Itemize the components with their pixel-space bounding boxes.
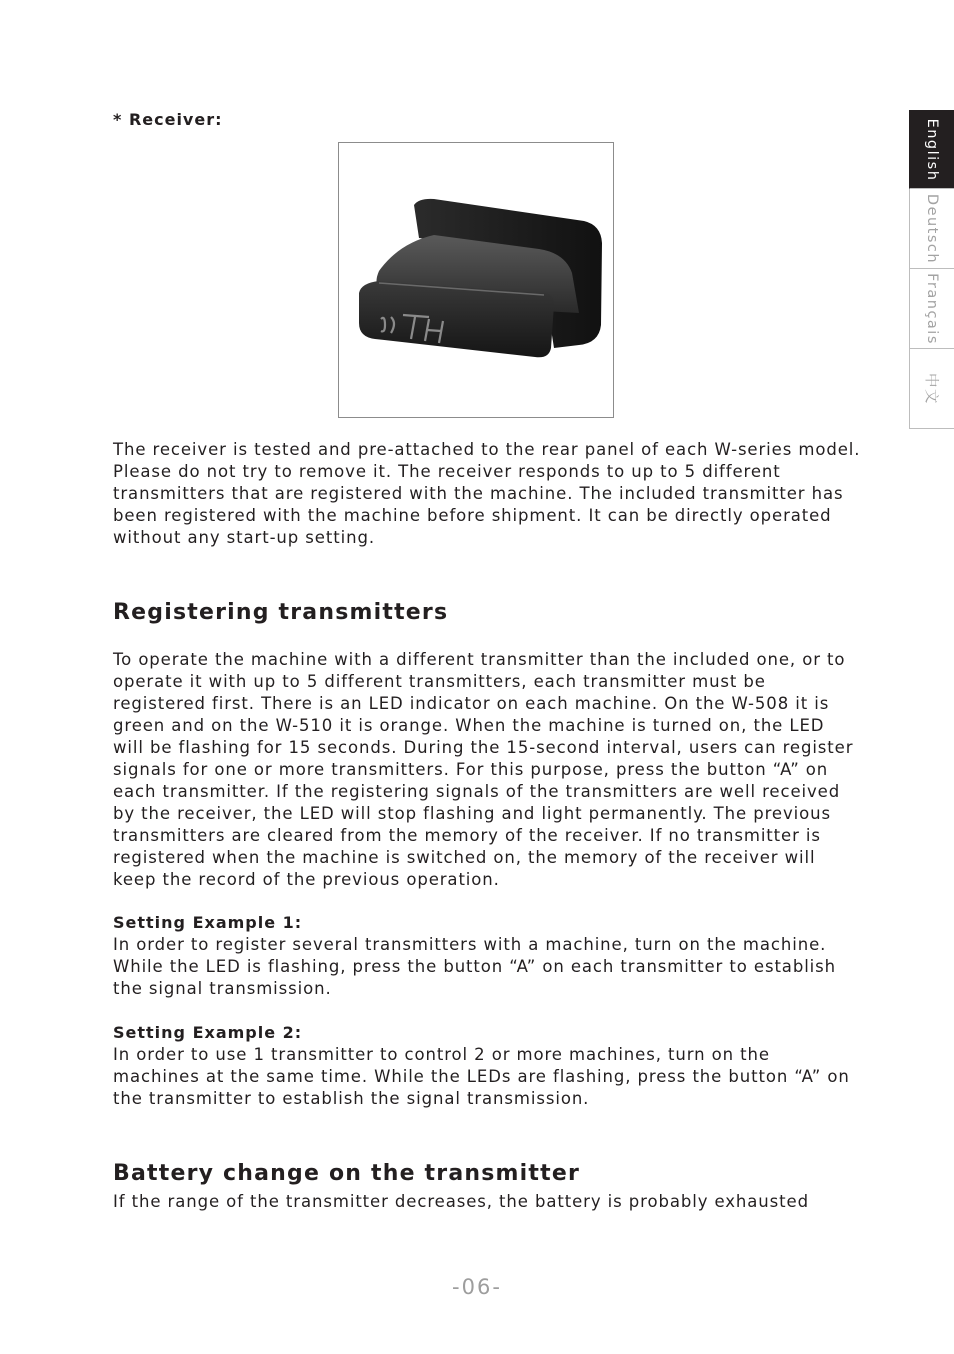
registering-paragraph: To operate the machine with a different transmitter than the included one, or to operate it with up to 5 different transmitters, each transmitter must be registered first. There is an LED indicator on each machine. On the W-508 it is green and on the W-510 it is orange. When the machine is turned on, the LED will be flashing for 15 seconds. During the 15-second interval, users can register signals for one or more transmitters. For this purpose, press the button “A” on each transmitter. If the registering signals of the transmitters are well received by the receiver, the LED will stop flashing and light permanently. The previous transmitters are cleared from the memory of the receiver. If no transmitter is registered when the machine is switched on, the memory of the receiver will keep the record of the previous operation. [113, 650, 854, 889]
section-heading-battery: Battery change on the transmitter [113, 1161, 580, 1186]
tab-deutsch-label: Deutsch [924, 193, 940, 264]
language-tabs [909, 110, 954, 429]
receiver-label: * Receiver: [113, 110, 223, 129]
tab-english[interactable] [909, 110, 954, 189]
tab-chinese-label: 中文 [922, 372, 939, 405]
receiver-photo [338, 142, 614, 418]
page-number: -06- [452, 1275, 502, 1299]
tab-francais-label: Français [924, 272, 940, 345]
receiver-description: The receiver is tested and pre-attached to the rear panel of each W-series model. Please do not try to remove it. The receiver responds to up to 5 different transmitters that are registered with the machine. The included transmitter has been registered with the machine before shipment. It can be directly operated without any start-up setting. [113, 440, 861, 547]
tab-francais[interactable] [909, 269, 954, 349]
tab-chinese[interactable] [909, 349, 954, 429]
battery-paragraph: If the range of the transmitter decreases, the battery is probably exhausted [113, 1192, 809, 1211]
tab-deutsch[interactable] [909, 189, 954, 269]
setting-example-1-label: Setting Example 1: [113, 913, 303, 932]
setting-example-2-text: In order to use 1 transmitter to control 2 or more machines, turn on the machines at the same time. While the LEDs are flashing, press the button “A” on the transmitter to establish the signal transmission. [113, 1045, 850, 1108]
setting-example-2-label: Setting Example 2: [113, 1023, 303, 1042]
section-heading-registering: Registering transmitters [113, 600, 449, 625]
tab-english-label: English [924, 118, 940, 181]
setting-example-1-text: In order to register several transmitters with a machine, turn on the machine. While the LED is flashing, press the button “A” on each transmitter to establish the signal transmission. [113, 935, 837, 998]
receiver-device-image [339, 143, 613, 417]
